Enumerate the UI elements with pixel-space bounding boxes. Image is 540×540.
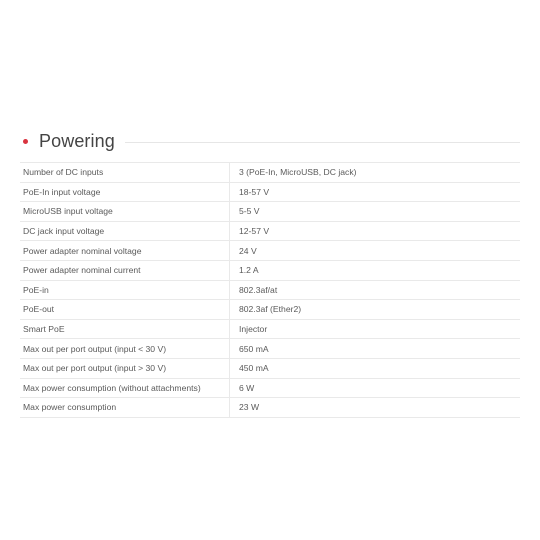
specs-table [20,162,520,418]
spec-value: Injector [230,319,521,339]
table-row [20,260,520,280]
spec-value: 650 mA [230,339,521,359]
table-row [20,378,520,398]
spec-value: 24 V [230,241,521,261]
table-row [20,182,520,202]
table-row [20,358,520,378]
spec-param: Max power consumption (without attachments) [20,378,230,398]
spec-param: Number of DC inputs [20,163,230,183]
spec-param: PoE-In input voltage [20,182,230,202]
spec-param: PoE-out [20,300,230,320]
spec-param: Power adapter nominal current [20,260,230,280]
spec-param: Max out per port output (input < 30 V) [20,339,230,359]
bullet-dot-icon [23,139,28,144]
spec-param: DC jack input voltage [20,221,230,241]
spec-value: 5-5 V [230,202,521,222]
table-row [20,319,520,339]
table-row [20,300,520,320]
spec-param: Smart PoE [20,319,230,339]
table-row [20,339,520,359]
spec-value: 18-57 V [230,182,521,202]
spec-param: Max power consumption [20,398,230,418]
spec-value: 6 W [230,378,521,398]
table-row [20,398,520,418]
spec-value: 802.3af/at [230,280,521,300]
spec-param: Max out per port output (input > 30 V) [20,358,230,378]
spec-value: 23 W [230,398,521,418]
spec-value: 12-57 V [230,221,521,241]
spec-param: Power adapter nominal voltage [20,241,230,261]
spec-value: 450 mA [230,358,521,378]
heading-divider [125,142,520,143]
section-heading [20,128,520,154]
spec-param: PoE-in [20,280,230,300]
spec-value: 3 (PoE-In, MicroUSB, DC jack) [230,163,521,183]
table-row [20,280,520,300]
table-row [20,241,520,261]
table-row [20,221,520,241]
spec-value: 802.3af (Ether2) [230,300,521,320]
table-row [20,202,520,222]
powering-section [20,128,520,418]
spec-value: 1.2 A [230,260,521,280]
section-title: Powering [39,130,115,151]
table-row [20,163,520,183]
spec-param: MicroUSB input voltage [20,202,230,222]
